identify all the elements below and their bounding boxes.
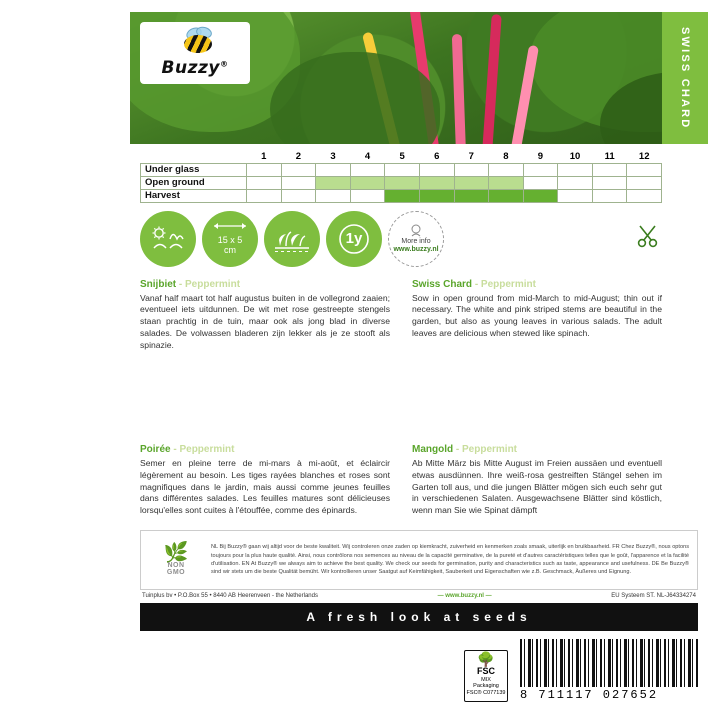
pictogram-strip (130, 203, 708, 275)
fsc-mix: MIX (481, 676, 491, 683)
month-header: 6 (434, 150, 440, 162)
month-header: 9 (537, 150, 544, 162)
packet-footer (140, 530, 698, 702)
more-info-icon[interactable] (388, 211, 444, 267)
month-header: 11 (604, 150, 615, 162)
side-label (662, 12, 708, 144)
company-address: Tuinplus bv • P.O.Box 55 • 8440 AB Heerenveen - the Netherlands (142, 593, 318, 599)
spacing-icon (202, 211, 258, 267)
tagline-bar (140, 603, 698, 631)
description-nl (140, 279, 390, 352)
calendar-row-label: Under glass (141, 163, 247, 176)
seed-packet (130, 12, 708, 710)
fsc-label: FSC (477, 666, 495, 676)
description-title: Poirée - Peppermint (140, 443, 235, 455)
fsc-code: FSC® C077139 (466, 689, 506, 696)
description-de (412, 444, 662, 517)
fsc-line2: Packaging (473, 683, 499, 690)
sun-partial-shade-icon (140, 211, 196, 267)
tree-icon: 🌳 (477, 651, 495, 667)
legal-text: NL Bij Buzzy® gaan wij altijd voor de beste kwaliteit. Wij controleren onze zaden op kiemkracht, zuiverheid en kenmerken zoals smaak, uiterlijk en bruikbaarheid. FR Chez Buzzy®, nous optons toujours pour la plus haute qualité. Ainsi, nous contrôlons nos semences au niveau de la capacité germinative, de la pureté et d'autres caractéristiques telles que le goût, l'apparence et la facilité d'utilisation. EN At Buzzy® we always aim to achieve the best quality. We check our seeds for germination, purity and characteristics such as taste, appearance and usefulness. DE Be Buzzy® sind wir stets um die beste Qualität bemüht. Wir kontrollieren unser Saatgut auf Keimfähigkeit, Sauberkeit und Eigenschaften wie z.B. Geschmack, Äußeres und Eignung. (211, 544, 689, 576)
month-header: 8 (503, 150, 509, 162)
brand-name: Buzzy® (161, 57, 229, 78)
duration-icon (326, 211, 382, 267)
chard-stalk (452, 34, 466, 144)
calendar-row-label: Harvest (141, 189, 247, 202)
barcode-number: 8 711117 027652 (520, 688, 659, 702)
website-link[interactable]: — www.buzzy.nl — (437, 593, 492, 599)
tagline-text: A fresh look at seeds (306, 610, 532, 624)
eu-system-code: EU Systeem ST. NL-J64334274 (611, 593, 696, 599)
brand-logo (140, 22, 250, 84)
month-header: 7 (468, 150, 474, 162)
calendar-row-label: Open ground (141, 176, 247, 189)
sowing-calendar (130, 144, 708, 203)
legal-box (140, 530, 698, 590)
non-gmo-line1: NON (167, 562, 185, 569)
product-photo (130, 12, 708, 144)
non-gmo-line2: GMO (166, 569, 186, 576)
spacing-unit: cm (224, 244, 236, 255)
barcode (520, 639, 698, 702)
month-header: 1 (261, 150, 267, 162)
month-header: 5 (399, 150, 405, 162)
bottom-row (140, 631, 698, 702)
calendar-row-harvest (141, 189, 662, 202)
description-body: Ab Mitte März bis Mitte August im Freien aussäen und eventuell etwas ausdünnen. Ihre weiß-rosa gestreiften Stängel sehen im Garten toll aus, und die jungen Blätter mögen sich euch sehr gut in verschiedenen Salaten. Ausgewachsene Blätter sind köstlich, wenn man Sie wie Spinat dämpft (412, 457, 662, 516)
address-row (140, 590, 698, 603)
leaf-icon: 🌿 (163, 542, 189, 564)
more-info-url: www.buzzy.nl (393, 245, 439, 253)
calendar-row-open-ground (141, 176, 662, 189)
more-info-label: More info (401, 238, 431, 246)
description-title: Swiss Chard - Peppermint (412, 278, 536, 290)
description-title: Mangold - Peppermint (412, 443, 518, 455)
calendar-header-row (141, 150, 662, 163)
month-header: 3 (330, 150, 336, 162)
spacing-label: 15 x 5 (217, 235, 243, 246)
description-fr (140, 444, 390, 517)
month-header: 12 (638, 150, 650, 162)
description-body: Vanaf half maart tot half augustus buiten in de vollegrond zaaien; eventueel iets uitdunnen. De wit met rose gestreepte stengels staan prachtig in de tuin, maar ook als jong blad in diverse salades. De volwassen bladeren zijn lekker als je ze stooft als spinazie. (140, 292, 390, 350)
scissors-icon (636, 223, 662, 254)
fsc-logo (464, 650, 508, 702)
side-label-text: SWISS CHARD (679, 26, 691, 130)
chard-stalk (482, 14, 502, 144)
description-title: Snijbiet - Peppermint (140, 278, 241, 290)
sow-depth-icon (264, 211, 320, 267)
description-en (412, 279, 662, 352)
month-header: 4 (364, 150, 371, 162)
description-blocks (130, 275, 708, 518)
description-body: Semer en pleine terre de mi-mars à mi-août, et éclaircir légèrement au besoin. Les tiges rayées blanches et roses sont magnifiques dans le jardin, mais aussi comme jeunes feuilles dans différentes salades. Les feuilles matures sont délicieuses lorsqu'elles sont cuites à l'étouffée, comme des épinards. (140, 457, 390, 516)
barcode-bars (520, 639, 698, 687)
description-row-bottom (140, 444, 662, 517)
month-header: 10 (569, 150, 581, 162)
month-header: 2 (295, 150, 302, 162)
non-gmo-badge (149, 537, 203, 583)
calendar-row-under-glass (141, 163, 662, 176)
description-body: Sow in open ground from mid-March to mid-August; thin out if necessary. The white and pink striped stems are beautiful in the garden, but also as young leaves in various salads. The adult leaves are delicious when stewed like spinach. (412, 292, 662, 339)
chard-stalk (510, 45, 539, 144)
bee-icon (172, 29, 218, 57)
duration-label: 1y (345, 229, 363, 247)
description-row-top (140, 279, 662, 352)
